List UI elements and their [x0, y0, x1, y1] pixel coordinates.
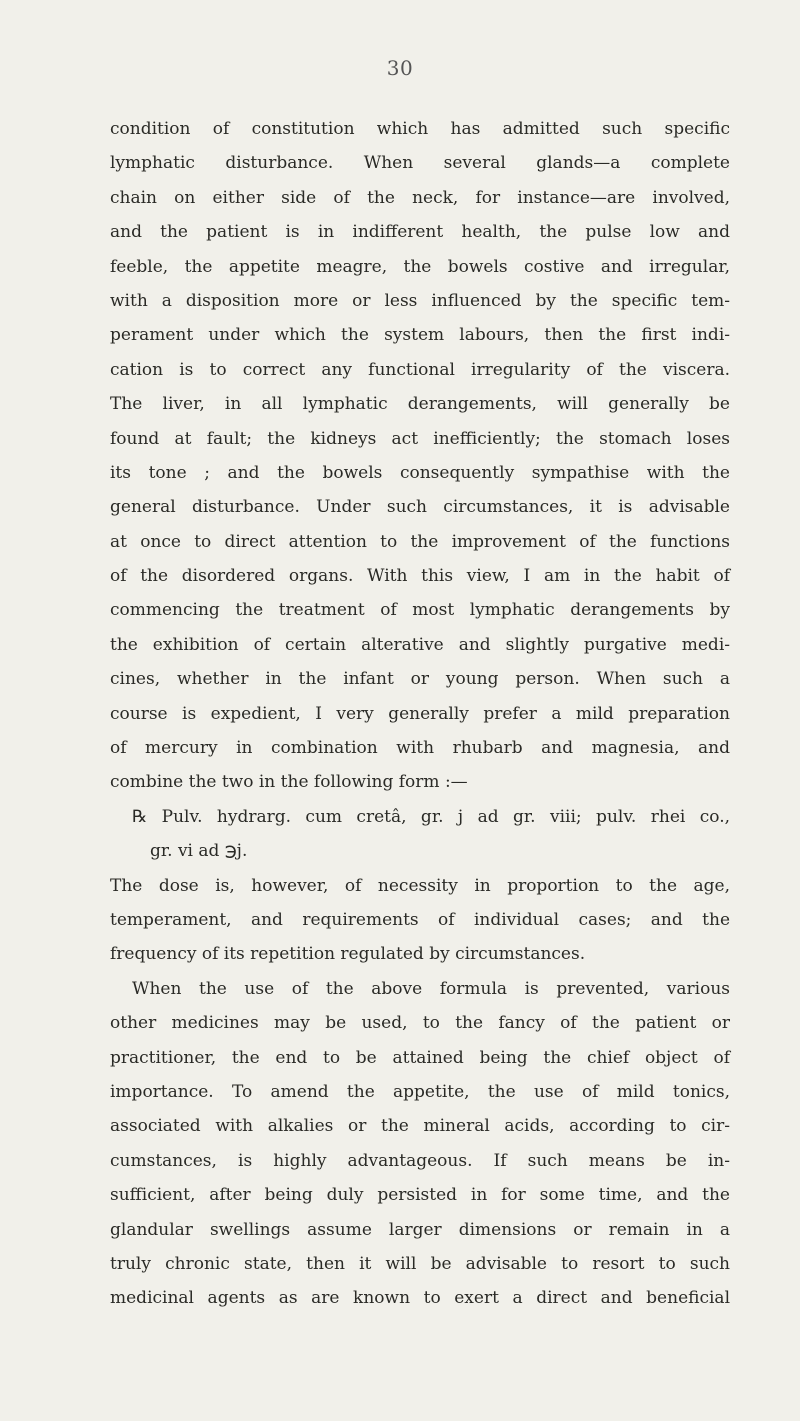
text-line: combine the two in the following form :— [110, 772, 468, 793]
text-line: of the disordered organs. With this view, I am in the habit of [110, 566, 730, 587]
text-line: and the patient is in indifferent health, the pulse low and [110, 222, 730, 243]
text-line: frequency of its repetition regulated by circumstances. [110, 944, 586, 965]
prescription-line: ℞ Pulv. hydrarg. cum cretâ, gr. j ad gr. viii; pulv. rhei co., [132, 806, 730, 827]
text-line: medicinal agents as are known to exert a direct and beneficial [110, 1288, 730, 1309]
text-line: associated with alkalies or the mineral acids, according to cir- [110, 1116, 730, 1137]
text-line: feeble, the appetite meagre, the bowels costive and irregular, [110, 256, 730, 277]
text-line: perament under which the system labours, then the first indi- [110, 325, 730, 346]
text-line: its tone ; and the bowels consequently sympathise with the [110, 462, 730, 483]
text-line: commencing the treatment of most lymphatic derangements by [110, 600, 730, 621]
text-line: importance. To amend the appetite, the use of mild tonics, [110, 1081, 730, 1102]
text-line: The dose is, however, of necessity in proportion to the age, [110, 875, 730, 896]
text-line: cines, whether in the infant or young person. When such a [110, 669, 730, 690]
text-line: practitioner, the end to be attained being the chief object of [110, 1047, 730, 1068]
text-line: with a disposition more or less influenced by the specific tem- [110, 290, 730, 311]
text-line: temperament, and requirements of individual cases; and the [110, 909, 730, 930]
text-line: other medicines may be used, to the fancy of the patient or [110, 1013, 730, 1034]
text-line: cumstances, is highly advantageous. If such means be in- [110, 1150, 730, 1171]
text-line: The liver, in all lymphatic derangements, will generally be [110, 394, 730, 415]
text-line: chain on either side of the neck, for instance—are involved, [110, 187, 730, 208]
text-line: the exhibition of certain alterative and slightly purgative medi- [110, 634, 730, 655]
text-line: sufficient, after being duly persisted in for some time, and the [110, 1185, 730, 1206]
text-line: glandular swellings assume larger dimensions or remain in a [110, 1219, 730, 1240]
text-line: found at fault; the kidneys act inefficiently; the stomach loses [110, 428, 730, 449]
text-line: course is expedient, I very generally prefer a mild preparation [110, 703, 730, 724]
prescription-line: gr. vi ad ℈j. [150, 841, 248, 862]
page-number: 30 [386, 56, 414, 80]
text-line: lymphatic disturbance. When several glands—a complete [110, 153, 730, 174]
text-line: general disturbance. Under such circumstances, it is advisable [110, 497, 730, 518]
text-line: at once to direct attention to the improvement of the functions [110, 531, 730, 552]
text-line: cation is to correct any functional irregularity of the viscera. [110, 359, 730, 380]
text-line: of mercury in combination with rhubarb and magnesia, and [110, 738, 730, 759]
text-line: condition of constitution which has admitted such specific [110, 119, 730, 139]
body-text [110, 112, 730, 1316]
text-line: When the use of the above formula is prevented, various [132, 978, 730, 999]
text-line: truly chronic state, then it will be advisable to resort to such [110, 1253, 730, 1274]
